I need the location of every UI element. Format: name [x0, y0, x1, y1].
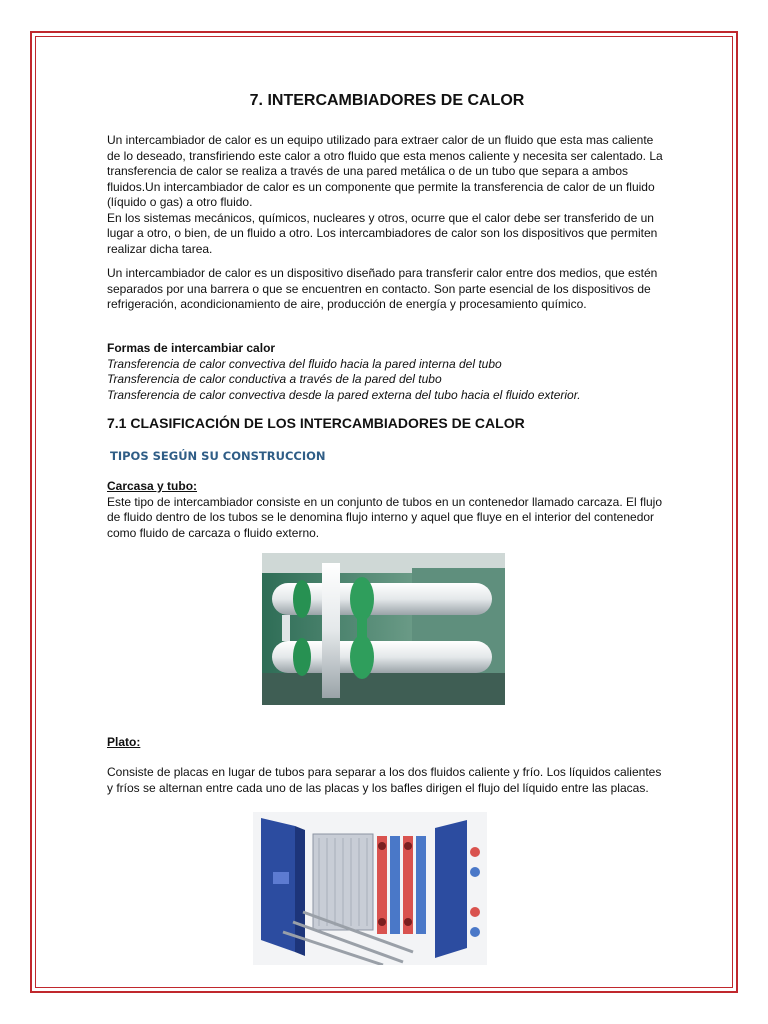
- intro-text-1: Un intercambiador de calor es un equipo utilizado para extraer calor de un fluido que esta mas caliente de lo deseado, transfiriendo este calor a otro fluido que esta menos caliente y necesita ser calentado. La transferencia de calor se realiza a través de una pared metálica o de un tubo que separa a ambos fluidos.Un intercambiador de calor es un componente que permite la transferencia de calor de un fluido (líquido o gas) a otro fluido.: [107, 133, 663, 209]
- formas-block: [107, 341, 667, 403]
- plato-heading: Plato:: [107, 735, 141, 749]
- plato-text: Consiste de placas en lugar de tubos para separar a los dos fluidos caliente y frío. Los líquidos calientes y fríos se alternan entre cada uno de las placas y los bafles dirigen el flujo del líquido entre las placas.: [107, 765, 662, 795]
- carcasa-block: [107, 479, 667, 541]
- formas-item-2: Transferencia de calor conductiva a través de la pared del tubo: [107, 372, 442, 386]
- formas-heading: Formas de intercambiar calor: [107, 341, 276, 355]
- intro-text-2: En los sistemas mecánicos, químicos, nucleares y otros, ocurre que el calor debe ser transferido de un lugar a otro, o bien, de un fluido a otro. Los intercambiadores de calor son los dispositivos que permiten realizar dicha tarea.: [107, 210, 658, 256]
- section-heading: 7.1 CLASIFICACIÓN DE LOS INTERCAMBIADORES DE CALOR: [107, 415, 525, 431]
- carcasa-text: Este tipo de intercambiador consiste en un conjunto de tubos en un contenedor llamado carcaza. El flujo de fluido dentro de los tubos se le denomina flujo interno y aquel que fluye en el interior del contenedor como fluido de carcaza o fluido externo.: [107, 494, 663, 540]
- plato-heading-block: [107, 735, 667, 751]
- intro-paragraph-1: [107, 133, 667, 257]
- shell-and-tube-photo: [262, 553, 505, 705]
- carcasa-heading: Carcasa y tubo:: [107, 479, 198, 493]
- page-title: 7. INTERCAMBIADORES DE CALOR: [249, 92, 525, 109]
- plate-exchanger-diagram: [253, 812, 487, 965]
- intro-paragraph-3: Un intercambiador de calor es un dispositivo diseñado para transferir calor entre dos medios, que estén separados por una barrera o que se encuentren en contacto. Son parte esencial de los dispositivos de refrigeración, acondicionamiento de aire, producción de energía y procesamiento químico.: [107, 266, 658, 311]
- formas-item-3: Transferencia de calor convectiva desde la pared externa del tubo hacia el fluido exterior.: [107, 387, 581, 402]
- section-subheading: TIPOS SEGÚN SU CONSTRUCCION: [110, 449, 326, 463]
- formas-item-1: Transferencia de calor convectiva del fluido hacia la pared interna del tubo: [107, 356, 502, 371]
